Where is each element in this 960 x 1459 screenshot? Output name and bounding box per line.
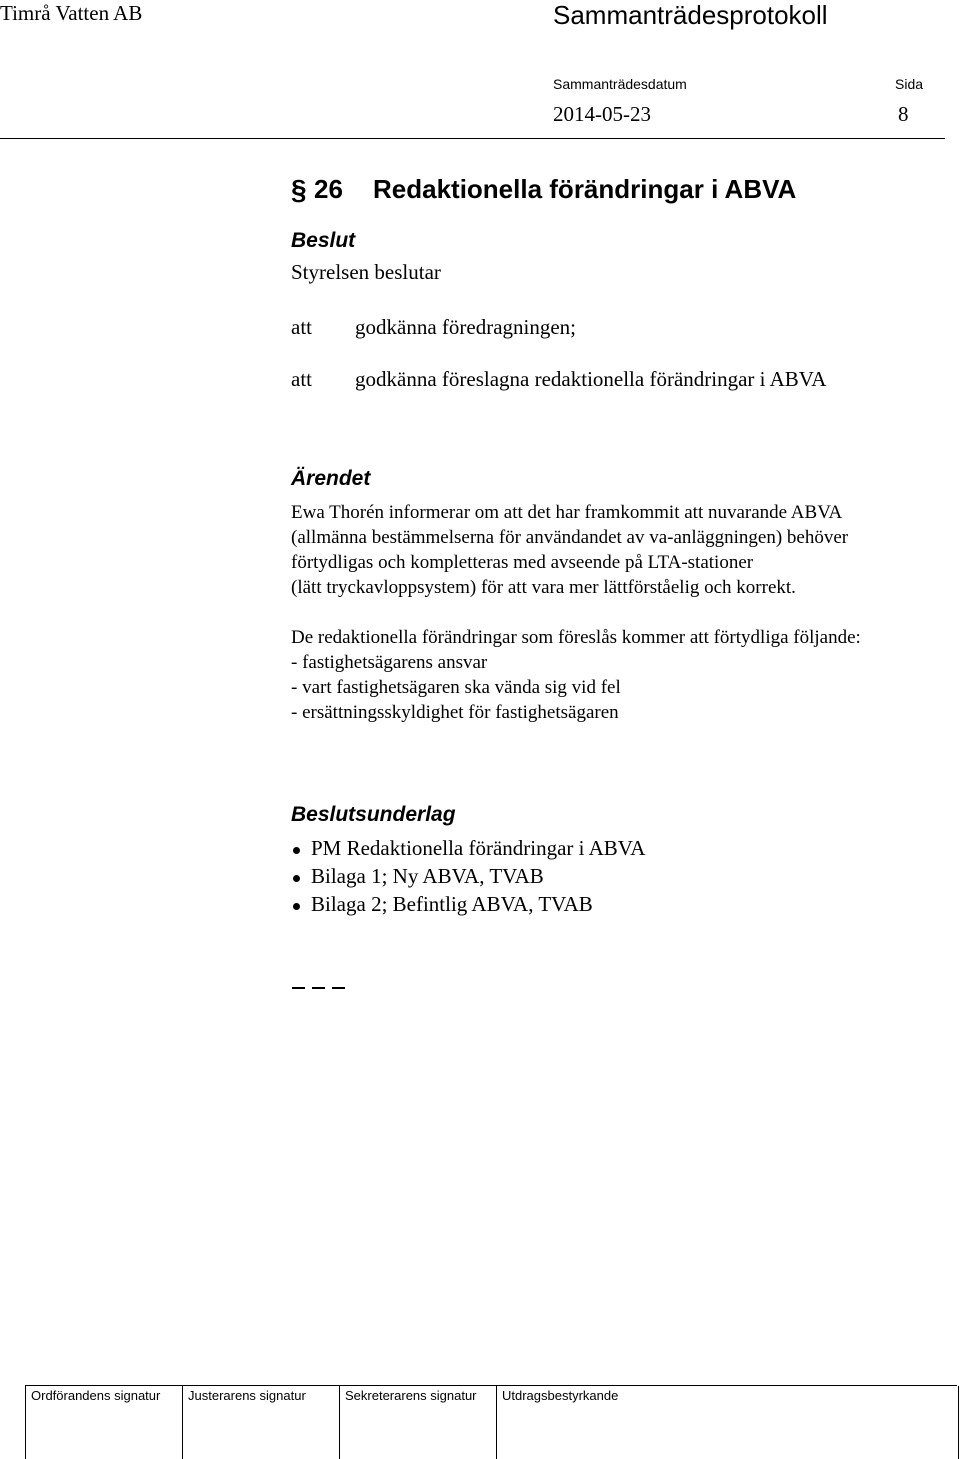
basis-list-item: Bilaga 2; Befintlig ABVA, TVAB — [311, 892, 593, 916]
section-number: 26 — [314, 174, 343, 204]
matter-paragraph-line: förtydligas och kompletteras med avseende på LTA-stationer — [291, 552, 754, 573]
decision-item-text: godkänna föreslagna redaktionella förändringar i ABVA — [355, 367, 827, 391]
page-label: Sida — [895, 76, 924, 92]
signature-label: Justerarens signatur — [188, 1388, 306, 1403]
meeting-date: 2014-05-23 — [553, 102, 651, 126]
header-divider — [0, 138, 945, 139]
matter-paragraph-line: - ersättningsskyldighet för fastighetsägaren — [291, 702, 619, 723]
matter-paragraph-line: - fastighetsägarens ansvar — [291, 652, 488, 673]
matter-heading: Ärendet — [291, 467, 371, 490]
basis-heading: Beslutsunderlag — [291, 803, 456, 826]
signature-cell-secretary — [339, 1386, 497, 1459]
decision-item-prefix: att — [291, 315, 312, 339]
bullet-icon — [293, 875, 300, 882]
signature-cell-adjuster — [182, 1386, 340, 1459]
meeting-date-label: Sammanträdesdatum — [553, 76, 687, 92]
section-title: Redaktionella förändringar i ABVA — [373, 174, 797, 204]
document-title: Sammanträdesprotokoll — [553, 0, 828, 30]
bullet-icon — [293, 847, 300, 854]
matter-paragraph-line: (allmänna bestämmelserna för användandet av va-anläggningen) behöver — [291, 527, 849, 548]
decision-heading: Beslut — [291, 229, 356, 252]
matter-paragraph-line: (lätt tryckavloppsystem) för att vara mer lättförståelig och korrekt. — [291, 577, 796, 598]
basis-list-item: PM Redaktionella förändringar i ABVA — [311, 836, 646, 860]
end-dash — [332, 987, 345, 989]
decision-item-prefix: att — [291, 367, 312, 391]
signature-table — [25, 1385, 957, 1459]
matter-paragraph-line: - vart fastighetsägaren ska vända sig vid fel — [291, 677, 621, 698]
page-number: 8 — [898, 102, 909, 126]
signature-label: Ordförandens signatur — [31, 1388, 161, 1403]
matter-paragraph-line: Ewa Thorén informerar om att det har framkommit att nuvarande ABVA — [291, 502, 843, 523]
section-sign: § — [291, 174, 307, 205]
basis-list-item: Bilaga 1; Ny ABVA, TVAB — [311, 864, 544, 888]
decision-item-text: godkänna föredragningen; — [355, 315, 577, 339]
matter-paragraph-line: De redaktionella förändringar som föreslås kommer att förtydliga följande: — [291, 627, 861, 648]
signature-cell-chair — [25, 1386, 183, 1459]
end-dash — [312, 987, 325, 989]
signature-label: Utdragsbestyrkande — [502, 1388, 619, 1403]
end-dash — [292, 987, 305, 989]
organization-name: Timrå Vatten AB — [0, 1, 143, 25]
decision-intro: Styrelsen beslutar — [291, 260, 441, 284]
signature-label: Sekreterarens signatur — [345, 1388, 477, 1403]
signature-cell-certification — [496, 1386, 959, 1459]
bullet-icon — [293, 903, 300, 910]
